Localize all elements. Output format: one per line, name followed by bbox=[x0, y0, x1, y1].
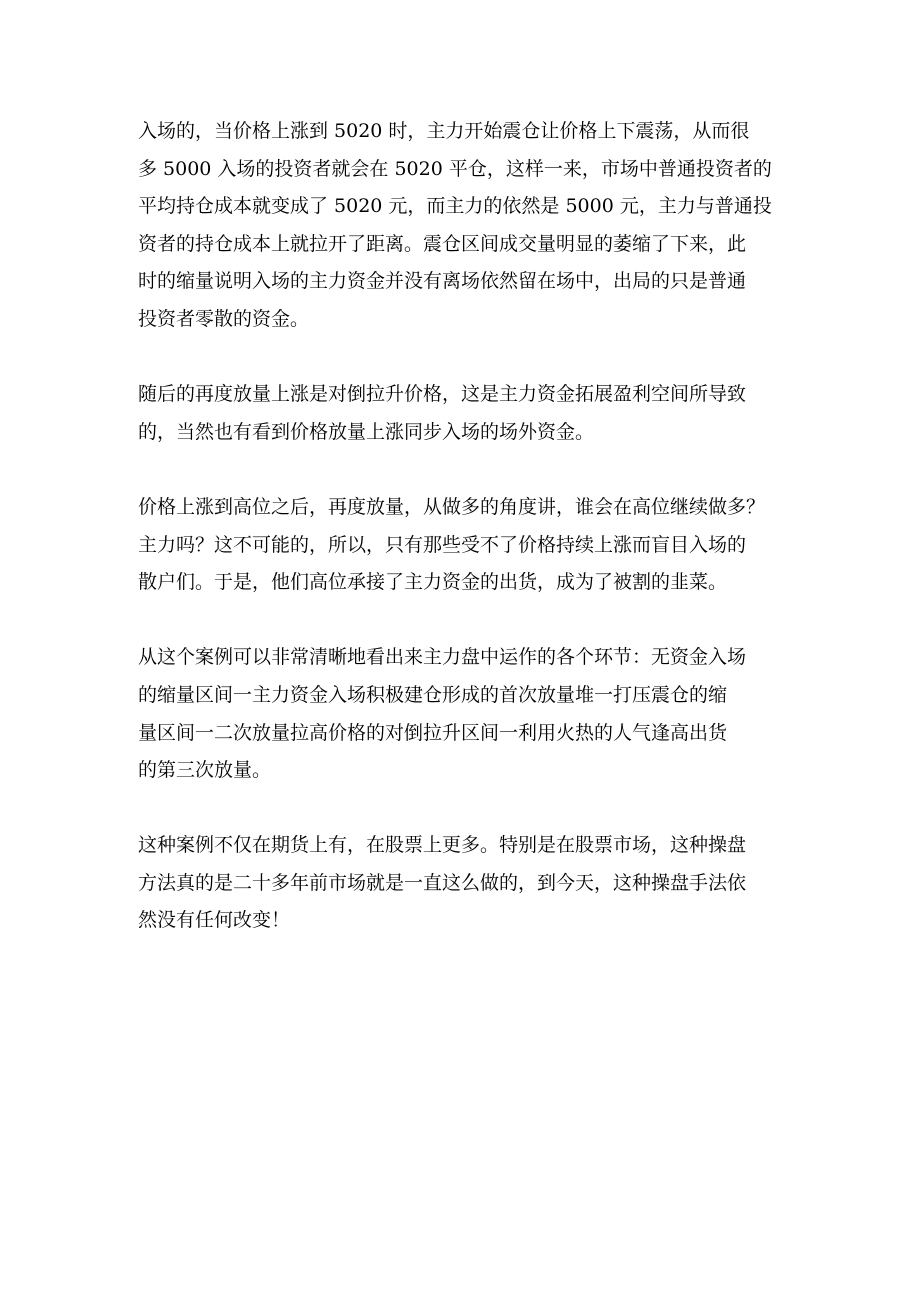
paragraph-3 bbox=[138, 489, 788, 602]
text-line: 的，当然也有看到价格放量上涨同步入场的场外资金。 bbox=[138, 420, 595, 443]
text-line: 从这个案例可以非常清晰地看出来主力盘中运作的各个环节：无资金入场 bbox=[138, 646, 747, 669]
text-line: 价格上涨到高位之后，再度放量，从做多的角度讲，谁会在高位继续做多？ bbox=[138, 495, 766, 518]
text-line: 多 5000 入场的投资者就会在 5020 平仓，这样一来，市场中普通投资者的 bbox=[138, 157, 772, 180]
paragraph-4 bbox=[138, 639, 788, 789]
text-line: 主力吗？这不可能的，所以，只有那些受不了价格持续上涨而盲目入场的 bbox=[138, 533, 747, 556]
paragraph-1 bbox=[138, 113, 788, 339]
text-line: 平均持仓成本就变成了 5020 元，而主力的依然是 5000 元，主力与普通投 bbox=[138, 195, 772, 218]
text-line: 然没有任何改变！ bbox=[138, 909, 291, 932]
paragraph-spacer bbox=[138, 790, 788, 828]
text-line: 的第三次放量。 bbox=[138, 759, 272, 782]
text-line: 的缩量区间一主力资金入场积极建仓形成的首次放量堆一打压震仓的缩 bbox=[138, 683, 728, 706]
text-line: 散户们。于是，他们高位承接了主力资金的出货，成为了被割的韭菜。 bbox=[138, 571, 728, 594]
paragraph-spacer bbox=[138, 602, 788, 640]
paragraph-2 bbox=[138, 376, 788, 451]
text-line: 入场的，当价格上涨到 5020 时，主力开始震仓让价格上下震荡，从而很 bbox=[138, 120, 750, 142]
text-line: 方法真的是二十多年前市场就是一直这么做的，到今天，这种操盘手法依 bbox=[138, 871, 747, 894]
text-line: 这种案例不仅在期货上有，在股票上更多。特别是在股票市场，这种操盘 bbox=[138, 834, 747, 857]
text-line: 随后的再度放量上涨是对倒拉升价格，这是主力资金拓展盈利空间所导致 bbox=[138, 383, 747, 406]
paragraph-5 bbox=[138, 827, 788, 940]
text-line: 时的缩量说明入场的主力资金并没有离场依然留在场中，出局的只是普通 bbox=[138, 270, 747, 293]
paragraph-spacer bbox=[138, 339, 788, 377]
paragraph-spacer bbox=[138, 451, 788, 489]
text-line: 投资者零散的资金。 bbox=[138, 307, 310, 330]
document-body bbox=[138, 113, 788, 940]
text-line: 资者的持仓成本上就拉开了距离。震仓区间成交量明显的萎缩了下来，此 bbox=[138, 232, 747, 255]
text-line: 量区间一二次放量拉高价格的对倒拉升区间一利用火热的人气逢高出货 bbox=[138, 721, 728, 744]
